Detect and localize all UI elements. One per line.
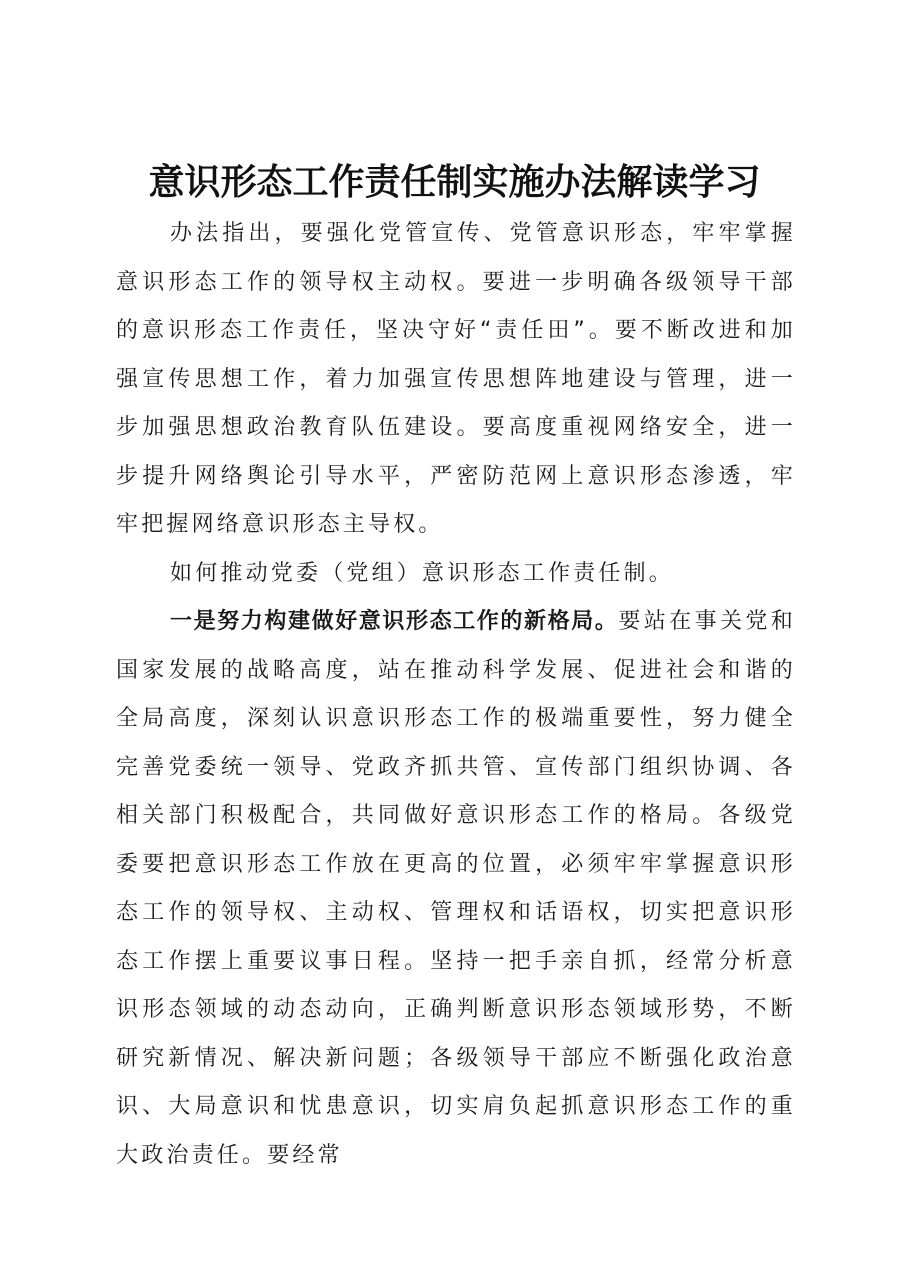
paragraph-point-one xyxy=(116,598,796,1180)
paragraph-text: 办法指出，要强化党管宣传、党管意识形态，牢牢掌握意识形态工作的领导权主动权。要进一步明确各级领导干部的意识形态工作责任，坚决守好“责任田”。要不断改进和加强宣传思想工作，着力加强宣传思想阵地建设与管理，进一步加强思想政治教育队伍建设。要高度重视网络安全，进一步提升网络舆论引导水平，严密防范网上意识形态渗透，牢牢把握网络意识形态主导权。 xyxy=(116,221,796,537)
paragraph-text: 要站在事关党和国家发展的战略高度，站在推动科学发展、促进社会和谐的全局高度，深刻认识意识形态工作的极端重要性，努力健全完善党委统一领导、党政齐抓共管、宣传部门组织协调、各相关部门积极配合，共同做好意识形态工作的格局。各级党委要把意识形态工作放在更高的位置，必须牢牢掌握意识形态工作的领导权、主动权、管理权和话语权，切实把意识形态工作摆上重要议事日程。坚持一把手亲自抓，经常分析意识形态领域的动态动向，正确判断意识形态领域形势，不断研究新情况、解决新问题；各级领导干部应不断强化政治意识、大局意识和忧患意识，切实肩负起抓意识形态工作的重大政治责任。要经常 xyxy=(116,609,796,1168)
paragraph-text: 如何推动党委（党组）意识形态工作责任制。 xyxy=(170,560,675,586)
paragraph-lead-bold: 一是努力构建做好意识形态工作的新格局。 xyxy=(170,609,619,634)
paragraph-intro xyxy=(116,210,796,550)
document-title: 意识形态工作责任制实施办法解读学习 xyxy=(148,161,761,203)
document-body xyxy=(116,210,796,1180)
paragraph-question xyxy=(116,550,796,599)
